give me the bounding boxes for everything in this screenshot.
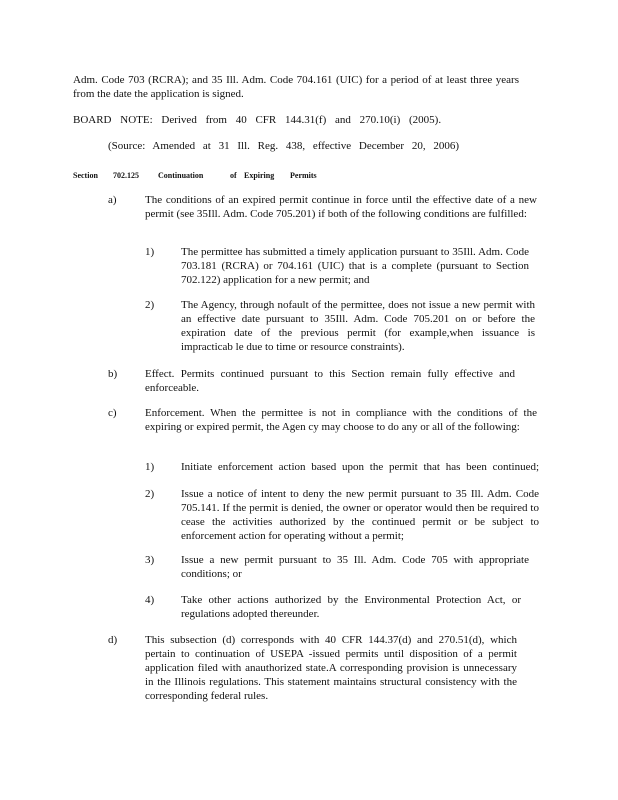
subsection-a-item-2-label: 2) <box>145 299 155 311</box>
subsection-d-label: d) <box>108 634 118 646</box>
subsection-c-item-3-text: Issue a new permit pursuant to 35 Ill. Adm. Code 705 with appropriate conditions; or <box>181 554 529 580</box>
section-number: 702.125 <box>113 171 139 180</box>
subsection-a-item-1-text: The permittee has submitted a timely application pursuant to 35Ill. Adm. Code 703.181 (RCRA) or 704.161 (UIC) that is a complete (pursuant to Section 702.122) application for a new permit; and <box>181 246 529 286</box>
subsection-a-item-2-text: The Agency, through nofault of the permittee, does not issue a new permit with an effective date pursuant to 35Ill. Adm. Code 705.201 on or before the expiration date of the previous permit (for example,when issuance is impracticab le due to time or resource constraints). <box>181 299 535 353</box>
subsection-a-label: a) <box>108 194 117 206</box>
subsection-b-label: b) <box>108 368 118 380</box>
section-title-continuation: Continuation <box>158 171 204 180</box>
subsection-c-item-2-label: 2) <box>145 488 155 500</box>
subsection-c-label: c) <box>108 407 117 419</box>
board-note: BOARD NOTE: Derived from 40 CFR 144.31(f) and 270.10(i) (2005). <box>73 114 442 126</box>
subsection-c-item-2-text: Issue a notice of intent to deny the new permit pursuant to 35 Ill. Adm. Code 705.141. If the permit is denied, the owner or operator would then be required to cease the activities authorized by the continued permit or be subject to enforcement action for operating without a permit; <box>181 488 539 542</box>
subsection-c-item-3-label: 3) <box>145 554 155 566</box>
subsection-c-item-4-label: 4) <box>145 594 155 606</box>
subsection-c-item-4-text: Take other actions authorized by the Environmental Protection Act, or regulations adopted thereunder. <box>181 594 521 620</box>
subsection-a-item-1-label: 1) <box>145 246 155 258</box>
subsection-c-item-1-text: Initiate enforcement action based upon the permit that has been continued; <box>181 461 540 473</box>
section-title-expiring: Expiring <box>244 171 275 180</box>
section-title-of: of <box>230 171 237 180</box>
subsection-d-text: This subsection (d) corresponds with 40 CFR 144.37(d) and 270.51(d), which pertain to continuation of USEPA -issued permits until disposition of a permit application filed with anauthorized state.A corresponding provision is unnecessary in the Illinois regulations. This statement maintains structural consistency with the corresponding federal rules. <box>145 634 517 702</box>
subsection-b-text: Effect. Permits continued pursuant to this Section remain fully effective and enforceable. <box>145 368 515 394</box>
subsection-c-item-1-label: 1) <box>145 461 155 473</box>
subsection-a-text: The conditions of an expired permit continue in force until the effective date of a new permit (see 35Ill. Adm. Code 705.201) if both of the following conditions are fulfilled: <box>145 194 537 220</box>
section-title-permits: Permits <box>290 171 317 180</box>
subsection-c-text: Enforcement. When the permittee is not in compliance with the conditions of the expiring or expired permit, the Agen cy may choose to do any or all of the following: <box>145 407 537 433</box>
section-label: Section <box>73 171 98 180</box>
top-paragraph: Adm. Code 703 (RCRA); and 35 Ill. Adm. Code 704.161 (UIC) for a period of at least three years from the date the application is signed. <box>73 74 519 100</box>
source-note: (Source: Amended at 31 Ill. Reg. 438, effective December 20, 2006) <box>108 140 459 152</box>
